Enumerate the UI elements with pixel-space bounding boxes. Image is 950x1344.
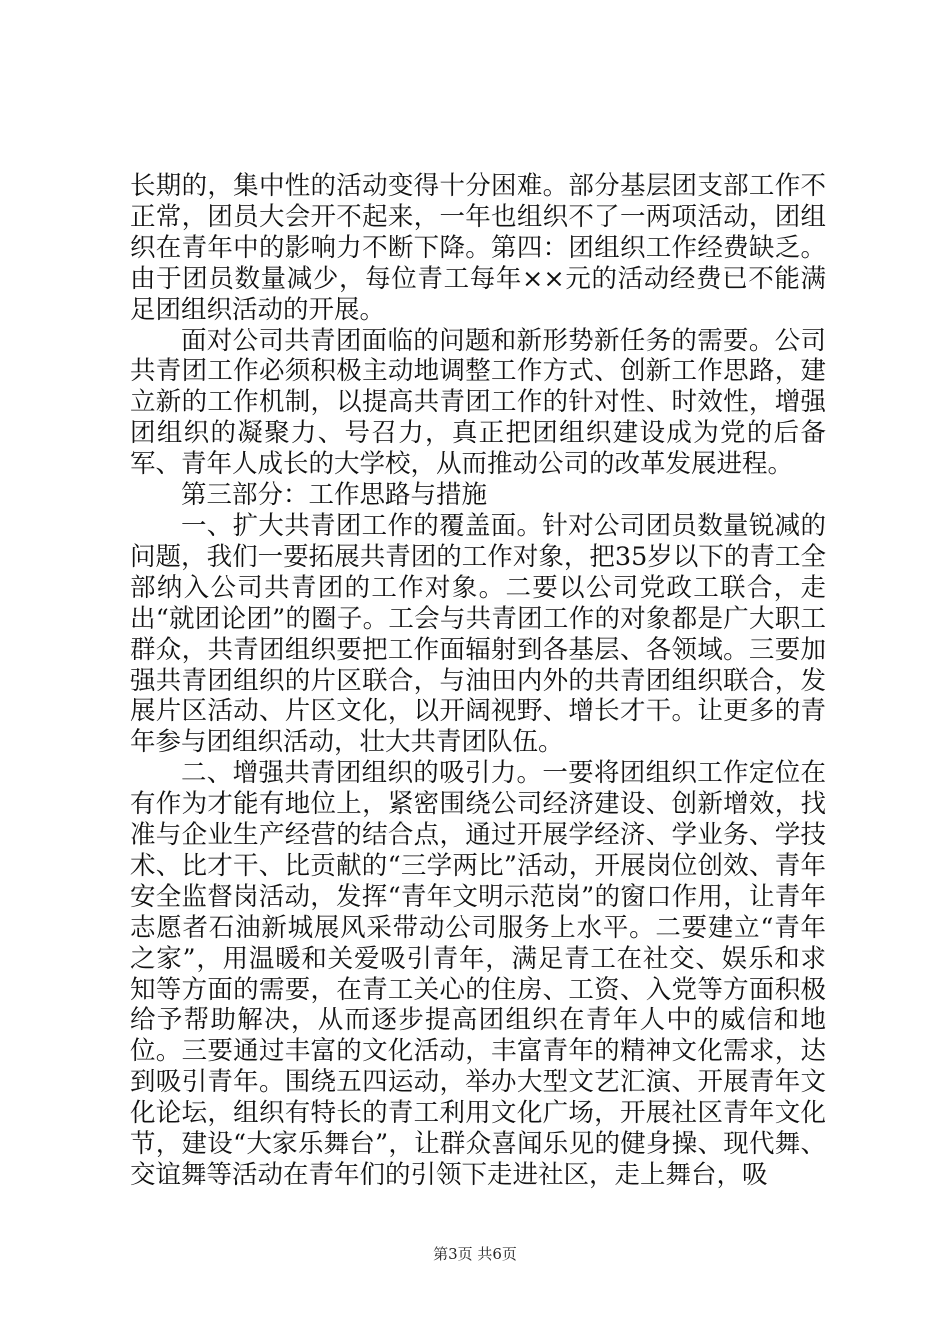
paragraph-attraction: 二、增强共青团组织的吸引力。一要将团组织工作定位在有作为才能有地位上，紧密围绕公司经济建设、创新增效，找准与企业生产经营的结合点，通过开展学经济、学业务、学技术、比才干、比贡献的“三学两比”活动，开展岗位创效、青年安全监督岗活动，发挥“青年文明示范岗”的窗口作用，让青年志愿者石油新城展风采带动公司服务上水平。二要建立“青年之家”，用温暖和关爱吸引青年，满足青工在社交、娱乐和求知等方面的需要，在青工关心的住房、工资、入党等方面积极给予帮助解决，从而逐步提高团组织在青年人中的威信和地位。三要通过丰富的文化活动，丰富青年的精神文化需求，达到吸引青年。围绕五四运动，举办大型文艺汇演、开展青年文化论坛，组织有特长的青工利用文化广场，开展社区青年文化节，建设“大家乐舞台”，让群众喜闻乐见的健身操、现代舞、交谊舞等活动在青年们的引领下走进社区，走上舞台，吸 <box>130 758 826 1190</box>
page-footer: 第3页 共6页 <box>433 1245 517 1263</box>
paragraph-continuation: 长期的，集中性的活动变得十分困难。部分基层团支部工作不正常，团员大会开不起来，一年也组织不了一两项活动，团组织在青年中的影响力不断下降。第四：团组织工作经费缺乏。由于团员数量减少，每位青工每年××元的活动经费已不能满足团组织活动的开展。 <box>130 171 826 325</box>
paragraph-challenges: 面对公司共青团面临的问题和新形势新任务的需要。公司共青团工作必须积极主动地调整工作方式、创新工作思路，建立新的工作机制，以提高共青团工作的针对性、时效性，增强团组织的凝聚力、号召力，真正把团组织建设成为党的后备军、青年人成长的大学校，从而推动公司的改革发展进程。 <box>130 325 826 480</box>
section-heading: 第三部分：工作思路与措施 <box>181 480 488 511</box>
paragraph-coverage: 一、扩大共青团工作的覆盖面。针对公司团员数量锐减的问题，我们一要拓展共青团的工作对象，把35岁以下的青工全部纳入公司共青团的工作对象。二要以公司党政工联合，走出“就团论团”的圈子。工会与共青团工作的对象都是广大职工群众，共青团组织要把工作面辐射到各基层、各领域。三要加强共青团组织的片区联合，与油田内外的共青团组织联合，发展片区活动、片区文化，以开阔视野、增长才干。让更多的青年参与团组织活动，壮大共青团队伍。 <box>130 510 826 758</box>
document-body <box>130 171 826 1191</box>
